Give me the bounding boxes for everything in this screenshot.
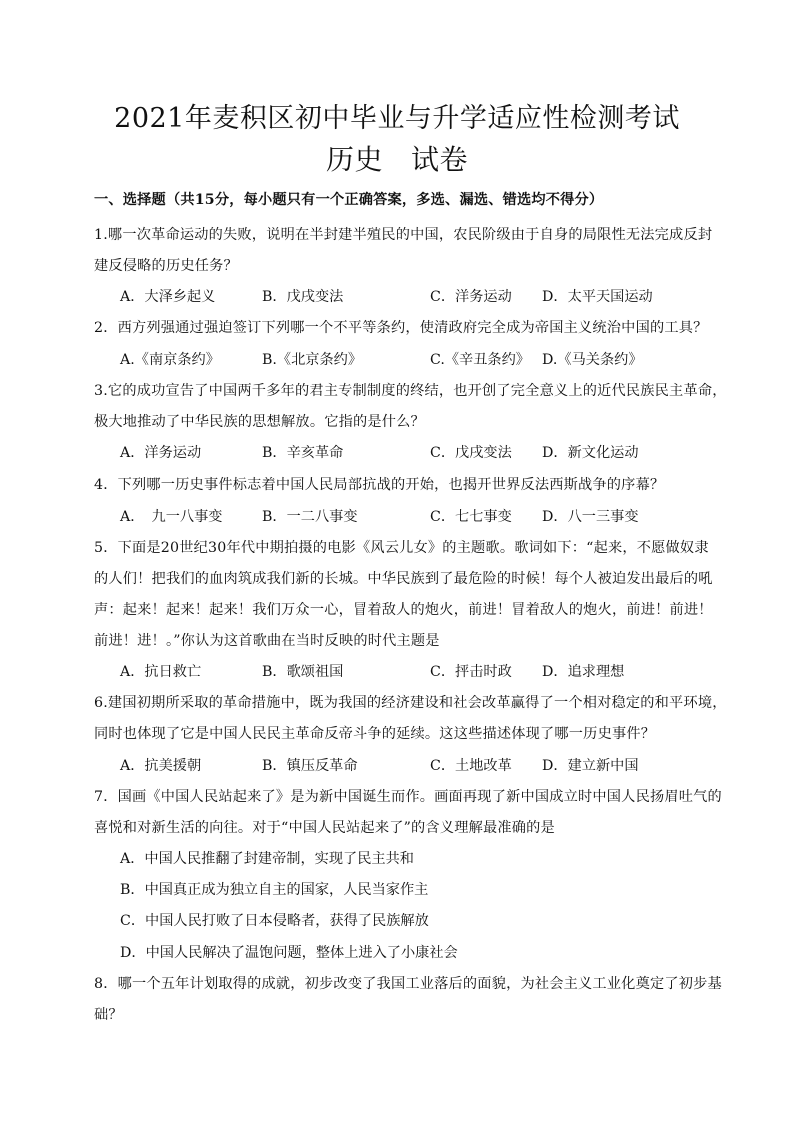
question-1-line-1: 1.哪一次革命运动的失败，说明在半封建半殖民的中国，农民阶级由于自身的局限性无法完成反封 <box>94 227 713 243</box>
q1-option-b: B．戊戌变法 <box>262 289 344 305</box>
question-4-line-1: 4．下列哪一历史事件标志着中国人民局部抗战的开始，也揭开世界反法西斯战争的序幕？ <box>94 477 665 493</box>
q1-option-d: D．太平天国运动 <box>542 289 653 305</box>
question-7-line-1: 7．国画《中国人民站起来了》是为新中国诞生而作。画面再现了新中国成立时中国人民扬眉吐气的 <box>94 789 722 805</box>
question-6-line-2: 同时也体现了它是中国人民民主革命反帝斗争的延续。这这些描述体现了哪一历史事件？ <box>94 726 656 742</box>
q4-option-a: A． 九一八事变 <box>120 509 223 525</box>
q5-option-b: B．歌颂祖国 <box>262 664 344 680</box>
question-5-line-4: 前进！进！。”你认为这首歌曲在当时反映的时代主题是 <box>94 633 440 649</box>
question-8-line-2: 础？ <box>94 1007 123 1023</box>
q1-option-a: A．大泽乡起义 <box>120 289 216 305</box>
paper-label: 试卷 <box>411 143 469 176</box>
question-7-line-2: 喜悦和对新生活的向往。对于“中国人民站起来了”的含义理解最准确的是 <box>94 820 555 836</box>
question-6-line-1: 6.建国初期所采取的革命措施中，既为我国的经济建设和社会改革赢得了一个相对稳定的和平环境， <box>94 695 727 711</box>
q2-option-a: A.《南京条约》 <box>120 352 220 368</box>
question-3-line-2: 极大地推动了中华民族的思想解放。它指的是什么？ <box>94 414 425 430</box>
question-3-line-1: 3.它的成功宣告了中国两千多年的君主专制制度的终结，也开创了完全意义上的近代民族民主革命， <box>94 383 727 399</box>
q2-option-c: C.《辛丑条约》 <box>430 352 530 368</box>
q4-option-c: C．七七事变 <box>430 509 512 525</box>
q3-option-d: D．新文化运动 <box>542 445 639 461</box>
q7-option-a: A．中国人民推翻了封建帝制，实现了民主共和 <box>120 851 414 867</box>
q7-option-c: C．中国人民打败了日本侵略者，获得了民族解放 <box>120 913 429 929</box>
question-5-line-1: 5．下面是20世纪30年代中期拍摄的电影《风云儿女》的主题歌。歌词如下：“起来，不愿做奴隶 <box>94 540 709 556</box>
q6-option-b: B．镇压反革命 <box>262 758 358 774</box>
question-8-line-1: 8．哪一个五年计划取得的成就，初步改变了我国工业落后的面貌，为社会主义工业化奠定了初步基 <box>94 976 722 992</box>
question-1-line-2: 建反侵略的历史任务？ <box>94 258 238 274</box>
q6-option-c: C．土地改革 <box>430 758 512 774</box>
question-5-line-2: 的人们！把我们的血肉筑成我们新的长城。中华民族到了最危险的时候！每个人被迫发出最后的吼 <box>94 571 713 587</box>
q2-option-d: D.《马关条约》 <box>542 352 643 368</box>
q3-option-c: C．戊戌变法 <box>430 445 512 461</box>
q4-option-b: B．一二八事变 <box>262 509 358 525</box>
q7-option-d: D．中国人民解决了温饱问题，整体上进入了小康社会 <box>120 945 458 961</box>
q6-option-a: A．抗美援朝 <box>120 758 202 774</box>
document-title: 2021年麦积区初中毕业与升学适应性检测考试 <box>114 103 680 134</box>
q3-option-b: B．辛亥革命 <box>262 445 344 461</box>
q4-option-d: D．八一三事变 <box>542 509 639 525</box>
subject-label: 历史 <box>325 143 383 176</box>
question-5-line-3: 声：起来！起来！起来！我们万众一心，冒着敌人的炮火，前进！冒着敌人的炮火，前进！前进！ <box>94 602 713 618</box>
paper-subtitle <box>0 142 794 178</box>
q5-option-c: C．抨击时政 <box>430 664 512 680</box>
q5-option-a: A．抗日救亡 <box>120 664 202 680</box>
q7-option-b: B．中国真正成为独立自主的国家，人民当家作主 <box>120 882 429 898</box>
question-2-line-1: 2．西方列强通过强迫签订下列哪一个不平等条约，使清政府完全成为帝国主义统治中国的工具？ <box>94 320 708 336</box>
q6-option-d: D．建立新中国 <box>542 758 639 774</box>
section-heading: 一、选择题（共15分，每小题只有一个正确答案，多选、漏选、错选均不得分） <box>94 192 604 208</box>
q5-option-d: D．追求理想 <box>542 664 625 680</box>
q1-option-c: C．洋务运动 <box>430 289 512 305</box>
q3-option-a: A．洋务运动 <box>120 445 202 461</box>
q2-option-b: B.《北京条约》 <box>262 352 363 368</box>
